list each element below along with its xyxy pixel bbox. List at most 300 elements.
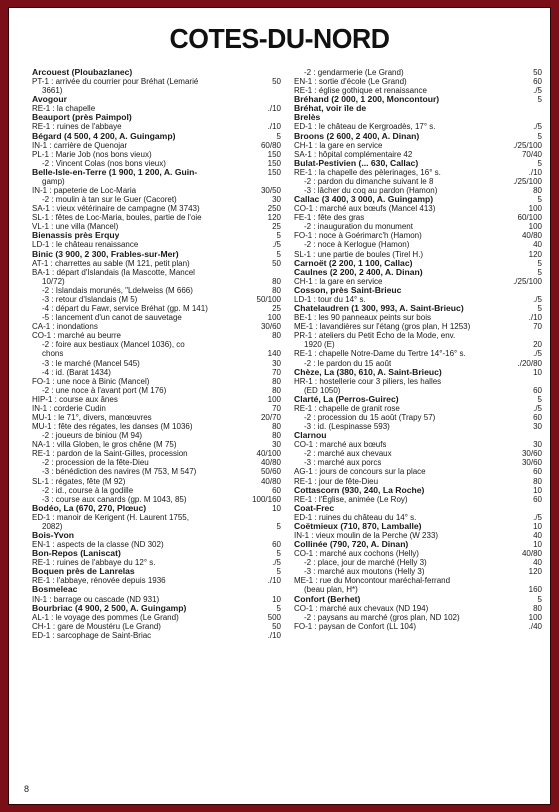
entry-line <box>32 177 281 186</box>
entry-line <box>32 186 281 195</box>
entry-line <box>32 431 281 440</box>
place-heading <box>32 567 281 576</box>
entry-line <box>32 386 281 395</box>
place-heading <box>32 585 281 594</box>
entry-line <box>294 558 542 567</box>
price-value: 40/80 <box>260 458 281 468</box>
entry-line <box>294 413 542 422</box>
entry-text: -4 : départ du Fawr, service Bréhat (gp. M 141) <box>42 304 208 314</box>
price-value: 30/60 <box>260 322 281 332</box>
price-value: 60/100 <box>517 213 542 223</box>
price-value: 80 <box>533 186 542 196</box>
entry-text: -3 : retour d'Islandais (M 5) <box>42 294 138 304</box>
entry-text: -3 : course aux canards (gp. M 1043, 85) <box>42 494 187 504</box>
entry-text: BA-1 : départ d'Islandais (la Mascotte, Mancel <box>32 267 195 277</box>
entry-text: RE-1 : ruines de l'abbaye du 12° s. <box>32 558 156 568</box>
price-value: 5 <box>276 231 281 241</box>
entry-line <box>32 322 281 331</box>
price-value: ./5 <box>533 122 542 132</box>
entry-line <box>32 576 281 585</box>
entry-line <box>294 359 542 368</box>
price-value: 40/80 <box>521 549 542 559</box>
place-name: Broons (2 600, 2 400, A. Dinan) <box>294 131 420 141</box>
entry-text: HR-1 : hostellerie cour 3 piliers, les halles <box>294 376 442 386</box>
entry-line <box>294 440 542 449</box>
price-value: 10 <box>533 521 542 531</box>
price-value: 50/60 <box>260 467 281 477</box>
place-name: Avogour <box>32 95 68 105</box>
price-value: 60 <box>272 540 281 550</box>
price-value: 150 <box>267 167 281 177</box>
entry-line <box>32 377 281 386</box>
price-value: 120 <box>528 249 542 259</box>
entry-line <box>32 86 281 95</box>
entry-line <box>294 495 542 504</box>
entry-text: RE-1 : pardon de la Saint-Gilles, procession <box>32 449 188 459</box>
price-value: 70 <box>272 403 281 413</box>
entry-line <box>294 449 542 458</box>
entry-text: CO-1 : marché aux chevaux (ND 194) <box>294 603 429 613</box>
price-value: ./10 <box>267 576 281 586</box>
entry-text: RE-1 : l'Église, animée (Le Roy) <box>294 494 408 504</box>
entry-line <box>32 195 281 204</box>
entry-text: RE-1 : la chapelle des pèlerinages, 16° s. <box>294 167 441 177</box>
entry-line <box>32 304 281 313</box>
entry-text: (beau plan, H*) <box>304 585 358 595</box>
entry-text: FO-1 : paysan de Confort (LL 104) <box>294 621 416 631</box>
entry-line <box>294 576 542 585</box>
place-name: Bosmeleac <box>32 585 78 595</box>
entry-text: ME-1 : rue du Moncontour maréchal-ferrand <box>294 576 451 586</box>
price-value: 60 <box>533 77 542 87</box>
place-heading <box>32 250 281 259</box>
price-value: ./5 <box>533 349 542 359</box>
price-value: ./25/100 <box>513 176 542 186</box>
place-name: Bienassis près Erquy <box>32 231 120 241</box>
entry-text: -5 : lancement d'un canot de sauvetage <box>42 313 182 323</box>
price-value: 10 <box>533 485 542 495</box>
entry-line <box>294 604 542 613</box>
price-value: 60 <box>533 385 542 395</box>
price-value: 250 <box>267 204 281 214</box>
entry-text: HIP-1 : course aux ânes <box>32 394 118 404</box>
entry-line <box>32 340 281 349</box>
entry-text: -2 : marché aux chevaux <box>304 449 392 459</box>
entry-line <box>32 268 281 277</box>
entry-text: LD-1 : tour du 14° s. <box>294 294 366 304</box>
place-heading <box>294 368 542 377</box>
entry-line <box>32 331 281 340</box>
entry-text: -2 : moulin à tan sur le Guer (Cacoret) <box>42 195 177 205</box>
entry-line <box>32 286 281 295</box>
entry-line <box>32 595 281 604</box>
place-name: Confort (Berhet) <box>294 594 361 604</box>
price-value: 25 <box>272 222 281 232</box>
entry-text: -3 : id. (Lespinasse 593) <box>304 422 390 432</box>
price-value: 100 <box>528 612 542 622</box>
price-value: 80 <box>272 331 281 341</box>
price-value: ./10 <box>528 167 542 177</box>
price-value: 150 <box>267 149 281 159</box>
entry-text: -2 : place, jour de marché (Helly 3) <box>304 558 427 568</box>
entry-text: 10/72) <box>42 276 65 286</box>
entry-text: LD-1 : le château renaissance <box>32 240 139 250</box>
entry-line <box>294 222 542 231</box>
entry-text: AT-1 : charrettes au sable (M 121, petit plan) <box>32 258 190 268</box>
entry-line <box>32 77 281 86</box>
price-value: 10 <box>272 594 281 604</box>
price-value: ./10 <box>267 122 281 132</box>
entry-line <box>294 513 542 522</box>
price-value: 5 <box>537 195 542 205</box>
price-value: 10 <box>533 540 542 550</box>
place-heading <box>32 531 281 540</box>
entry-line <box>32 150 281 159</box>
entry-text: SA-1 : hôpital complémentaire 42 <box>294 149 413 159</box>
entry-text: CO-1 : marché au beurre <box>32 331 121 341</box>
entry-line <box>32 558 281 567</box>
place-heading <box>294 268 542 277</box>
entry-text: -2 : Vincent Colas (nos bons vieux) <box>42 158 166 168</box>
entry-line <box>294 622 542 631</box>
price-value: 30 <box>272 440 281 450</box>
price-value: 60/80 <box>260 140 281 150</box>
entry-text: SL-1 : une partie de boules (Tirel H.) <box>294 249 424 259</box>
entry-line <box>32 522 281 531</box>
place-name: Bréhat, voir île de <box>294 104 367 114</box>
price-value: ./5 <box>533 403 542 413</box>
price-value: 50 <box>272 77 281 87</box>
place-name: Binic (3 900, 2 300, Frables-sur-Mer) <box>32 249 179 259</box>
place-heading <box>294 195 542 204</box>
entry-line <box>294 313 542 322</box>
price-value: 100 <box>267 313 281 323</box>
place-name: Callac (3 400, 3 000, A. Guingamp) <box>294 195 434 205</box>
entry-line <box>294 177 542 186</box>
entry-line <box>294 331 542 340</box>
left-column <box>32 68 281 640</box>
place-name: Cottascorn (930, 240, La Roche) <box>294 485 425 495</box>
price-value: 100 <box>528 204 542 214</box>
entry-text: IN-1 : carrière de Quenojar <box>32 140 128 150</box>
entry-text: -3 : le marché (Mancel 545) <box>42 358 140 368</box>
place-name: Clarté, La (Perros-Guirec) <box>294 394 399 404</box>
entry-text: ME-1 : lavandières sur l'étang (gros plan, H 1253) <box>294 322 471 332</box>
entry-line <box>32 540 281 549</box>
price-value: 40 <box>533 240 542 250</box>
page-title: COTES-DU-NORD <box>169 23 390 54</box>
place-heading <box>294 486 542 495</box>
entry-text: IN-1 : papeterie de Loc-Maria <box>32 186 137 196</box>
entry-line <box>32 359 281 368</box>
entry-text: -2 : une noce à l'avant port (M 176) <box>42 385 167 395</box>
entry-text: RE-1 : chapelle de granit rose <box>294 403 400 413</box>
entry-line <box>294 531 542 540</box>
entry-text: EN-1 : aspects de la classe (ND 302) <box>32 540 164 550</box>
entry-text: IN-1 : corderie Cudin <box>32 403 106 413</box>
place-heading <box>32 504 281 513</box>
place-heading <box>294 595 542 604</box>
place-name: Coëtmieux (710, 870, Lamballe) <box>294 521 422 531</box>
price-value: 100/160 <box>252 494 281 504</box>
price-value: ./20/80 <box>517 358 542 368</box>
place-heading <box>294 104 542 113</box>
price-value: 120 <box>267 213 281 223</box>
entry-line <box>32 404 281 413</box>
entry-text: -2 : inauguration du monument <box>304 222 413 232</box>
place-heading <box>294 159 542 168</box>
place-heading <box>294 259 542 268</box>
entry-line <box>32 222 281 231</box>
price-value: 80 <box>533 476 542 486</box>
place-name: Chèze, La (380, 610, A. Saint-Brieuc) <box>294 367 442 377</box>
price-value: 5 <box>276 521 281 531</box>
price-value: 100 <box>528 222 542 232</box>
entry-text: ED-1 : manoir de Kerigent (H. Laurent 1755, <box>32 512 189 522</box>
entry-line <box>32 204 281 213</box>
place-heading <box>32 95 281 104</box>
entry-text: 2082) <box>42 521 63 531</box>
price-value: ./25/100 <box>513 276 542 286</box>
place-name: Coat-Frec <box>294 503 335 513</box>
entry-line <box>294 458 542 467</box>
price-value: ./5 <box>272 240 281 250</box>
entry-line <box>294 467 542 476</box>
entry-text: EN-1 : sortie d'école (Le Grand) <box>294 77 407 87</box>
entry-line <box>294 295 542 304</box>
entry-text: CO-1 : marché aux cochons (Helly) <box>294 549 419 559</box>
entry-line <box>294 567 542 576</box>
entry-line <box>294 213 542 222</box>
entry-text: NA-1 : villa Globen, le gros chêne (M 75) <box>32 440 177 450</box>
entry-text: CH-1 : la gare en service <box>294 140 383 150</box>
entry-line <box>294 77 542 86</box>
entry-line <box>294 186 542 195</box>
price-value: 10 <box>533 367 542 377</box>
price-value: ./5 <box>533 512 542 522</box>
place-name: Bourbriac (4 900, 2 500, A. Guingamp) <box>32 603 187 613</box>
entry-text: FO-1 : noce à Goérimarc'h (Hamon) <box>294 231 422 241</box>
place-heading <box>32 132 281 141</box>
place-heading <box>294 286 542 295</box>
entry-line <box>294 250 542 259</box>
entry-text: MU-1 : fête des régates, les danses (M 1036) <box>32 422 193 432</box>
entry-text: SL-1 : régates, fête (M 92) <box>32 476 126 486</box>
place-name: Caulnes (2 200, 2 400, A. Dinan) <box>294 267 423 277</box>
entry-text: chons <box>42 349 64 359</box>
price-value: 40 <box>533 530 542 540</box>
price-value: 40/80 <box>521 231 542 241</box>
price-value: 100 <box>267 394 281 404</box>
price-value: 70 <box>272 367 281 377</box>
price-value: 80 <box>533 603 542 613</box>
entry-text: RE-1 : église gothique et renaissance <box>294 86 427 96</box>
entry-line <box>294 422 542 431</box>
price-value: 30/60 <box>521 458 542 468</box>
entry-text: -2 : procession du 15 août (Trapy 57) <box>304 412 436 422</box>
price-value: 80 <box>272 376 281 386</box>
entry-line <box>32 467 281 476</box>
price-value: 60 <box>272 485 281 495</box>
entry-line <box>32 122 281 131</box>
entry-text: -3 : lâcher du coq au pardon (Hamon) <box>304 186 438 196</box>
entry-text: CO-1 : marché aux bœufs (Mancel 413) <box>294 204 436 214</box>
entry-line <box>294 150 542 159</box>
place-heading <box>294 504 542 513</box>
price-value: ./5 <box>272 558 281 568</box>
place-name: Bulat-Pestivien (... 630, Callac) <box>294 158 419 168</box>
entry-line <box>32 313 281 322</box>
entry-text: ED-1 : le château de Kergroadès, 17° s. <box>294 122 436 132</box>
place-heading <box>32 549 281 558</box>
entry-line <box>32 277 281 286</box>
entry-line <box>32 295 281 304</box>
entry-line <box>294 404 542 413</box>
entry-text: -2 : procession de la fête-Dieu <box>42 458 149 468</box>
entry-text: -2 : paysans au marché (gros plan, ND 102) <box>304 612 460 622</box>
price-value: ./5 <box>533 86 542 96</box>
entry-text: IN-1 : barrage ou cascade (ND 931) <box>32 594 160 604</box>
entry-text: 1920 (E) <box>304 340 335 350</box>
entry-line <box>32 622 281 631</box>
price-value: 30 <box>533 440 542 450</box>
entry-line <box>32 104 281 113</box>
price-value: 50 <box>272 258 281 268</box>
entry-text: PR-1 : ateliers du Petit Écho de la Mode, env. <box>294 331 456 341</box>
entry-text: VL-1 : une villa (Mancel) <box>32 222 119 232</box>
entry-line <box>32 349 281 358</box>
place-heading <box>294 540 542 549</box>
entry-text: CO-1 : marché aux bœufs <box>294 440 387 450</box>
entry-text: FE-1 : fête des gras <box>294 213 365 223</box>
price-value: 70 <box>533 322 542 332</box>
price-value: ./10 <box>267 104 281 114</box>
price-value: 5 <box>537 267 542 277</box>
entry-text: SL-1 : fêtes de Loc-Maria, boules, partie de l'oie <box>32 213 202 223</box>
price-value: 500 <box>267 612 281 622</box>
entry-line <box>294 549 542 558</box>
entry-line <box>294 204 542 213</box>
price-value: 80 <box>272 285 281 295</box>
price-value: 50/100 <box>256 294 281 304</box>
price-value: 80 <box>272 431 281 441</box>
entry-line <box>294 68 542 77</box>
place-heading <box>294 132 542 141</box>
place-heading <box>294 113 542 122</box>
price-value: 5 <box>537 394 542 404</box>
place-heading <box>32 231 281 240</box>
price-value: 80 <box>272 385 281 395</box>
price-value: 5 <box>537 594 542 604</box>
price-value: 60 <box>533 412 542 422</box>
entry-text: MU-1 : le 71°, divers, manœuvres <box>32 412 152 422</box>
price-value: 150 <box>267 158 281 168</box>
entry-line <box>294 349 542 358</box>
entry-line <box>294 240 542 249</box>
entry-text: CH-1 : gare de Moustéru (Le Grand) <box>32 621 161 631</box>
entry-text: (ED 1050) <box>304 385 341 395</box>
place-heading <box>32 604 281 613</box>
price-value: ./10 <box>267 630 281 640</box>
entry-text: RE-1 : ruines de l'abbaye <box>32 122 122 132</box>
entry-text: -2 : le pardon du 15 août <box>304 358 392 368</box>
entry-text: ED-1 : sarcophage de Saint-Briac <box>32 630 152 640</box>
price-value: 40 <box>533 558 542 568</box>
price-value: 60 <box>533 467 542 477</box>
place-name: Clarnou <box>294 431 327 441</box>
entry-line <box>294 168 542 177</box>
entry-line <box>32 458 281 467</box>
entry-text: -2 : gendarmerie (Le Grand) <box>304 68 404 77</box>
price-value: 70/40 <box>521 149 542 159</box>
entry-line <box>294 141 542 150</box>
entry-line <box>294 340 542 349</box>
entry-text: gamp) <box>42 176 65 186</box>
place-heading <box>294 431 542 440</box>
place-heading <box>294 304 542 313</box>
entry-text: -2 : joueurs de biniou (M 94) <box>42 431 143 441</box>
entry-text: RE-1 : la chapelle <box>32 104 96 114</box>
entry-text: IN-1 : vieux moulin de la Perche (W 233) <box>294 530 439 540</box>
price-value: ./25/100 <box>513 140 542 150</box>
place-heading <box>294 95 542 104</box>
place-name: Cosson, près Saint-Brieuc <box>294 285 402 295</box>
entry-line <box>32 449 281 458</box>
place-name: Beauport (près Paimpol) <box>32 113 132 123</box>
entry-text: FO-1 : une noce à Binic (Mancel) <box>32 376 150 386</box>
entry-text: AG-1 : jours de concours sur la place <box>294 467 426 477</box>
entry-text: RE-1 : jour de fête-Dieu <box>294 476 379 486</box>
place-name: Bon-Repos (Laniscat) <box>32 549 121 559</box>
place-name: Arcouest (Ploubazlanec) <box>32 68 133 77</box>
price-value: 5 <box>276 567 281 577</box>
entry-line <box>294 322 542 331</box>
entry-line <box>32 422 281 431</box>
entry-text: PL-1 : Marie Job (nos bons vieux) <box>32 149 152 159</box>
entry-line <box>294 86 542 95</box>
price-value: 80 <box>272 276 281 286</box>
entry-text: ED-1 : ruines du château du 14° s. <box>294 512 417 522</box>
place-name: Collinée (790, 720, A. Dinan) <box>294 540 409 550</box>
price-value: 50 <box>533 68 542 77</box>
price-value: 60 <box>533 494 542 504</box>
price-value: 5 <box>537 131 542 141</box>
place-heading <box>32 168 281 177</box>
entry-text: -2 : pardon du dimanche suivant le 8 <box>304 176 434 186</box>
place-heading <box>294 522 542 531</box>
entry-text: -3 : bénédiction des navires (M 753, M 547) <box>42 467 197 477</box>
entry-text: -2 : foire aux bestiaux (Mancel 1036), co <box>42 340 185 350</box>
price-value: 5 <box>276 249 281 259</box>
price-value: 5 <box>537 304 542 314</box>
entry-text: 3661) <box>42 86 63 96</box>
price-value: 140 <box>267 349 281 359</box>
place-name: Chatelaudren (1 300, 993, A. Saint-Brieuc) <box>294 304 464 314</box>
document-page <box>8 7 551 805</box>
entry-line <box>32 495 281 504</box>
entry-text: -3 : marché aux porcs <box>304 458 382 468</box>
price-value: 40/100 <box>256 449 281 459</box>
entry-line <box>294 122 542 131</box>
place-name: Brelès <box>294 113 321 123</box>
price-value: 5 <box>537 258 542 268</box>
price-value: ./10 <box>528 313 542 323</box>
page-number: 8 <box>24 784 30 794</box>
place-name: Bodéo, La (670, 270, Plœuc) <box>32 503 147 513</box>
price-value: 30 <box>272 195 281 205</box>
entry-text: CA-1 : inondations <box>32 322 98 332</box>
place-heading <box>294 395 542 404</box>
